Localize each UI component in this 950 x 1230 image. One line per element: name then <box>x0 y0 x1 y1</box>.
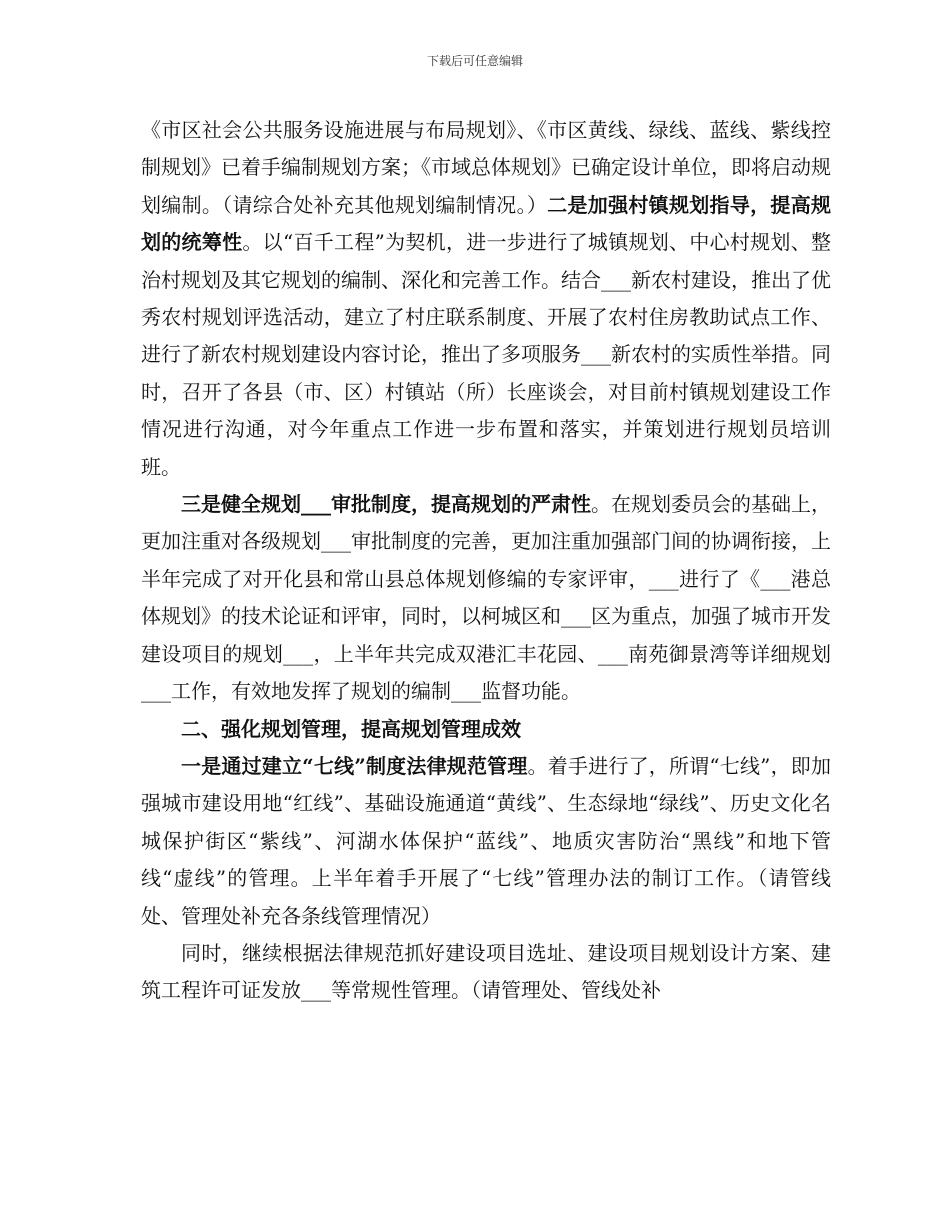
paragraph-heading-village-planning: 二是加强村镇规划指导，提高规划的统筹性 <box>141 192 832 255</box>
paragraph-approval-system <box>141 486 831 710</box>
document-body <box>141 112 831 1010</box>
page-header-note: 下载后可任意编辑 <box>426 54 523 68</box>
paragraph-heading-seven-lines: 一是通过建立“七线”制度法律规范管理 <box>181 753 528 778</box>
paragraph-text: 同时，继续根据法律规范抓好建设项目选址、建设项目规划设计方案、建筑工程许可证发放___等常规性管理。（请管理处、管线处补 <box>141 940 831 1003</box>
paragraph-heading-approval-system: 三是健全规划___审批制度，提高规划的严肃性 <box>181 492 591 517</box>
paragraph-planning-progress <box>141 112 831 486</box>
paragraph-text: 《市区社会公共服务设施进展与布局规划》、《市区黄线、绿线、蓝线、紫线控制规划》已着手编制规划方案；《市域总体规划》已确定设计单位，即将启动规划编制。（请综合处补充其他规划编制情况。） <box>141 118 831 217</box>
paragraph-text: 。以“百千工程”为契机，进一步进行了城镇规划、中心村规划、整治村规划及其它规划的编制、深化和完善工作。结合___新农村建设，推出了优秀农村规划评选活动，建立了村庄联系制度、开展了农村住房教助试点工作、进行了新农村规划建设内容讨论，推出了多项服务___新农村的实质性举措。同时，召开了各县（市、区）村镇站（所）长座谈会，对目前村镇规划建设工作情况进行沟通，对今年重点工作进一步布置和落实，并策划进行规划员培训班。 <box>141 230 831 479</box>
paragraph-routine-management <box>141 935 831 1010</box>
section-heading-planning-management <box>141 711 831 748</box>
paragraph-text: 。在规划委员会的基础上，更加注重对各级规划___审批制度的完善，更加注重加强部门间的协调衔接，上半年完成了对开化县和常山县总体规划修编的专家评审，___进行了《___港总体规划》的技术论证和评审，同时，以柯城区和___区为重点，加强了城市开发建设项目的规划___，上半年共完成双港汇丰花园、___南苑御景湾等详细规划___工作，有效地发挥了规划的编制___监督功能。 <box>141 492 831 704</box>
paragraph-text: 。着手进行了，所谓“七线”，即加强城市建设用地“红线”、基础设施通道“黄线”、生态绿地“绿线”、历史文化名城保护街区“紫线”、河湖水体保护“蓝线”、地质灾害防治“黑线”和地下管线“虚线”的管理。上半年着手开展了“七线”管理办法的制订工作。（请管线处、管理处补充各条线管理情况） <box>141 753 831 928</box>
section-heading-text: 二、强化规划管理，提高规划管理成效 <box>181 716 521 741</box>
paragraph-seven-lines <box>141 748 831 935</box>
